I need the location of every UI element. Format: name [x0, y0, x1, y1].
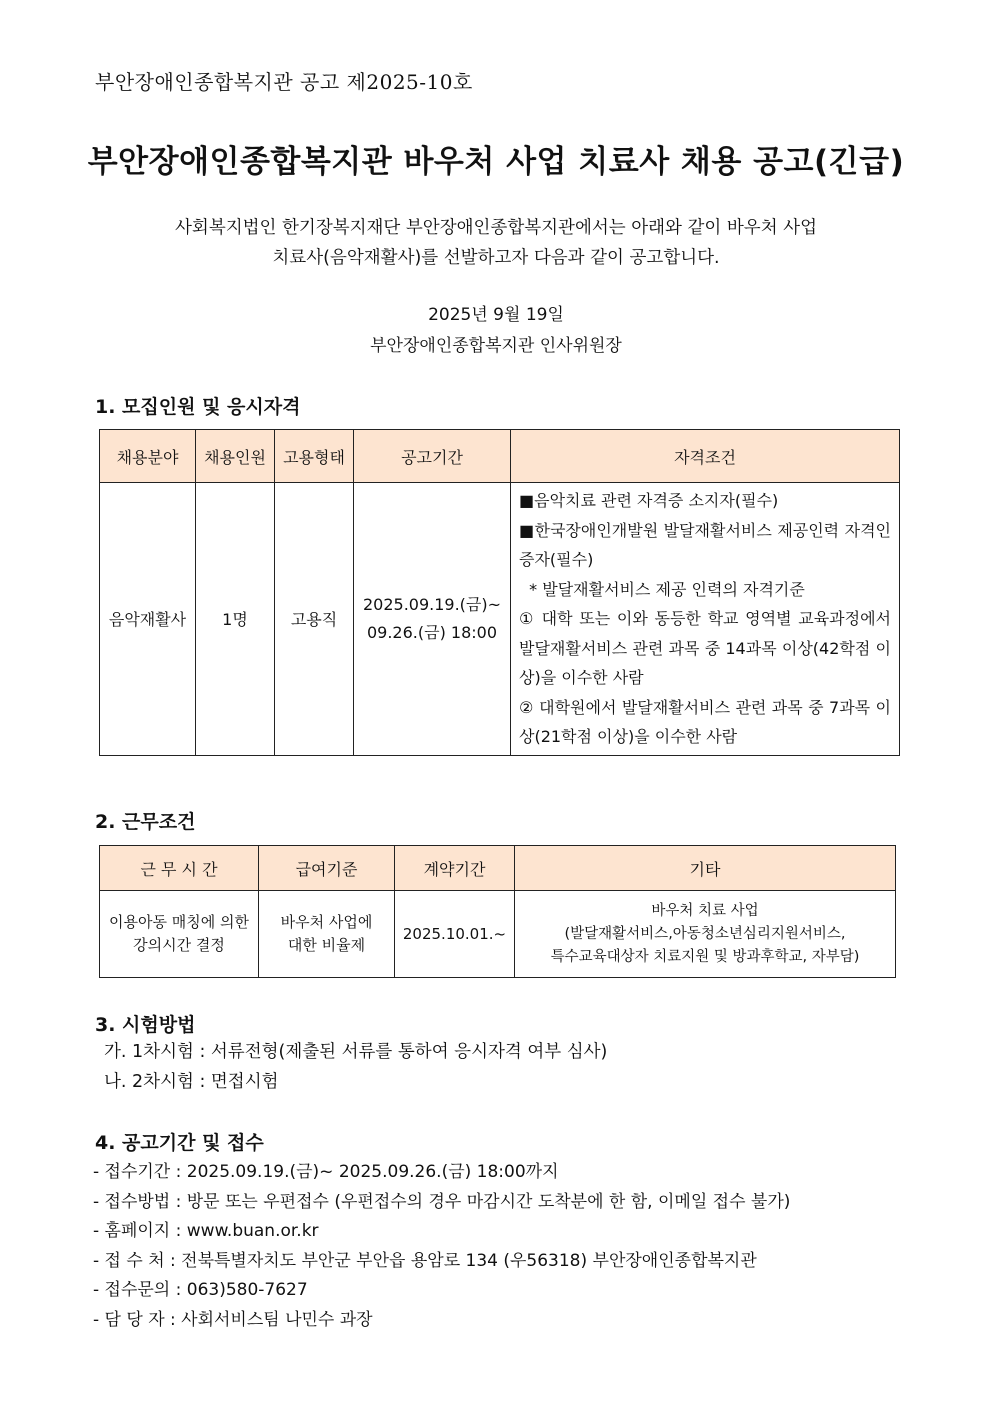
header-field: 채용분야 [100, 430, 196, 483]
exam-method-list [104, 1038, 607, 1097]
pay-line-1: 바우처 사업에 [280, 913, 373, 931]
notice-number: 부안장애인종합복지관 공고 제2025-10호 [95, 70, 473, 94]
qualification-item: ② 대학원에서 발달재활서비스 관련 과목 중 7과목 이상(21학점 이상)을 이수한 사람 [519, 697, 891, 746]
header-etc: 기타 [515, 846, 896, 891]
issue-date: 2025년 9월 19일 [428, 305, 564, 325]
pay-line-2: 대한 비율제 [287, 936, 366, 954]
qualification-item: * 발달재활서비스 제공 인력의 자격기준 [519, 579, 805, 599]
header-count: 채용인원 [196, 430, 275, 483]
period-line-1: 2025.09.19.(금)~ [362, 594, 502, 614]
header-qualifications: 자격조건 [511, 430, 900, 483]
issuer: 부안장애인종합복지관 인사위원장 [370, 336, 622, 356]
list-item: - 홈페이지 : www.buan.or.kr [93, 1221, 319, 1241]
hours-line-2: 강의시간 결정 [133, 936, 225, 954]
issuance-block [0, 300, 992, 362]
intro-line-1: 사회복지법인 한기장복지재단 부안장애인종합복지관에서는 아래와 같이 바우처 사업 [175, 218, 817, 238]
recruitment-table [99, 429, 900, 756]
qualification-item: ① 대학 또는 이와 동등한 학교 영역별 교육과정에서 발달재활서비스 관련 과목 중 14과목 이상(42학점 이상)을 이수한 사람 [519, 609, 891, 687]
section-4-title: 4. 공고기간 및 접수 [95, 1132, 264, 1154]
etc-line-1: 바우처 치료 사업 [651, 902, 759, 919]
qualification-item: ■한국장애인개발원 발달재활서비스 제공인력 자격인증자(필수) [519, 520, 891, 569]
header-hours: 근 무 시 간 [100, 846, 259, 891]
list-item: 가. 1차시험 : 서류전형(제출된 서류를 통하여 응시자격 여부 심사) [104, 1042, 608, 1062]
list-item: - 접수방법 : 방문 또는 우편접수 (우편접수의 경우 마감시간 도착분에 한 함, 이메일 접수 불가) [93, 1191, 791, 1212]
cell-period [354, 483, 511, 756]
section-3-title: 3. 시험방법 [95, 1014, 196, 1036]
hours-line-1: 이용아동 매칭에 의한 [109, 913, 249, 931]
cell-qualifications [511, 483, 900, 756]
etc-line-2: (발달재활서비스,아동청소년심리지원서비스, [564, 925, 846, 942]
section-1-title: 1. 모집인원 및 응시자격 [95, 396, 301, 418]
work-conditions-header [100, 846, 896, 891]
cell-hours [100, 891, 259, 978]
cell-field: 음악재활사 [100, 483, 196, 756]
cell-etc [515, 891, 896, 978]
section-2-title: 2. 근무조건 [95, 811, 196, 833]
header-pay: 급여기준 [259, 846, 395, 891]
header-period: 공고기간 [354, 430, 511, 483]
table-row [100, 483, 900, 756]
application-info-list [93, 1158, 790, 1335]
table-row [100, 891, 896, 978]
list-item: 나. 2차시험 : 면접시험 [104, 1071, 279, 1092]
intro-paragraph [0, 213, 992, 273]
cell-pay [259, 891, 395, 978]
recruitment-table-header [100, 430, 900, 483]
list-item: - 접 수 처 : 전북특별자치도 부안군 부안읍 용암로 134 (우56318) 부안장애인종합복지관 [93, 1250, 757, 1271]
header-contract: 계약기간 [395, 846, 515, 891]
list-item: - 담 당 자 : 사회서비스팀 나민수 과장 [93, 1309, 373, 1330]
list-item: - 접수기간 : 2025.09.19.(금)~ 2025.09.26.(금) 18:00까지 [93, 1162, 559, 1182]
period-line-2: 09.26.(금) 18:00 [366, 622, 498, 642]
etc-line-3: 특수교육대상자 치료지원 및 방과후학교, 자부담) [550, 948, 860, 965]
list-item: - 접수문의 : 063)580-7627 [93, 1280, 308, 1300]
cell-count: 1명 [196, 483, 275, 756]
intro-line-2: 치료사(음악재활사)를 선발하고자 다음과 같이 공고합니다. [272, 248, 720, 268]
cell-type: 고용직 [275, 483, 354, 756]
page-title: 부안장애인종합복지관 바우처 사업 치료사 채용 공고(긴급) [87, 144, 905, 180]
work-conditions-table [99, 845, 896, 978]
cell-contract: 2025.10.01.~ [395, 891, 515, 978]
header-type: 고용형태 [275, 430, 354, 483]
qualification-item: ■음악치료 관련 자격증 소지자(필수) [519, 491, 779, 510]
